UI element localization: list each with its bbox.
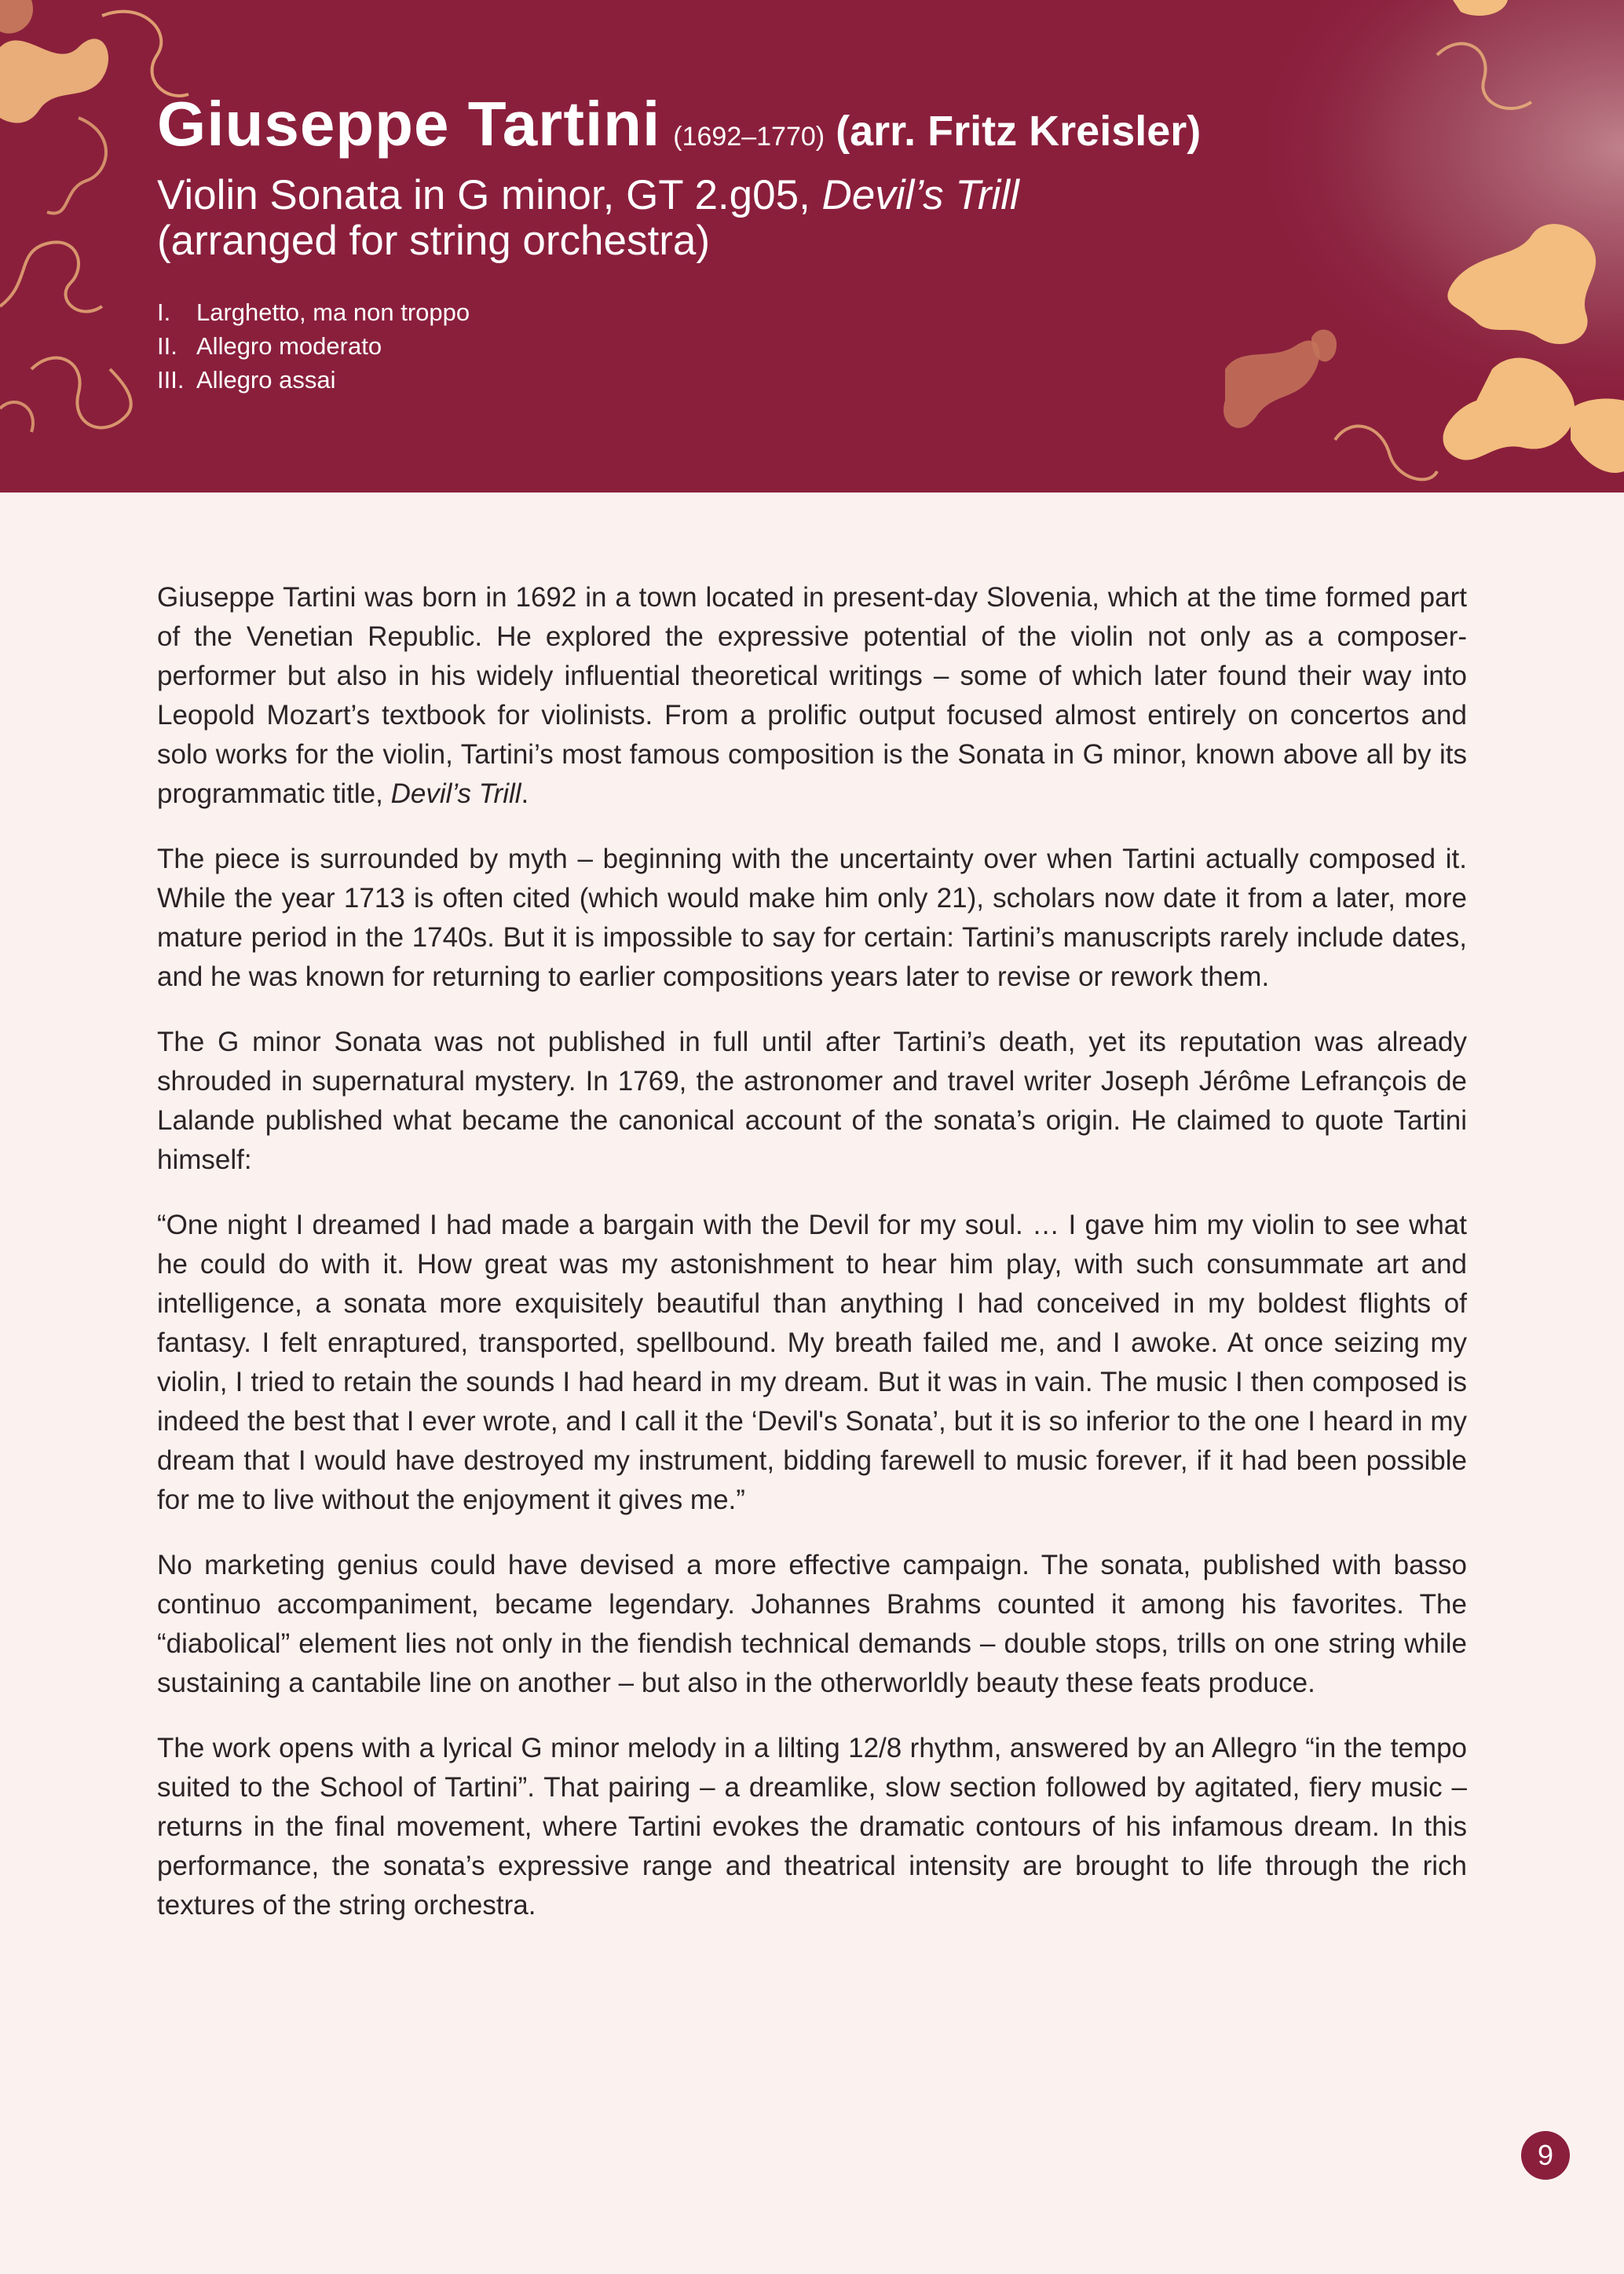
paragraph-4-quote: “One night I dreamed I had made a bargain with the Devil for my soul. … I gave him my violin to see what he could do with it. How great was my astonishment to hear him play, with such consummate art and intelligence, a sonata more exquisitely beautiful than anything I had conceived in my boldest flights of fantasy. I felt enraptured, transported, spellbound. My breath failed me, and I awoke. At once seizing my violin, I tried to retain the sounds I had heard in my dream. But it was in vain. The music I then composed is indeed the best that I ever wrote, and I call it the ‘Devil's Sonata’, but it is so inferior to the one I heard in my dream that I would have destroyed my instrument, bidding farewell to music forever, if it had been possible for me to live without the enjoyment it gives me.”: [157, 1210, 1467, 1515]
blob-top-left-copper: [0, 0, 33, 34]
title-line: [157, 89, 1414, 159]
paragraph-1-text: Giuseppe Tartini was born in 1692 in a town located in present-day Slovenia, which at the time formed part of the Venetian Republic. He explored the expressive potential of the violin not only as a composer-performer but also in his widely influential theoretical writings – some of which later found their way into Leopold Mozart’s textbook for violinists. From a prolific output focused almost entirely on concertos and solo works for the violin, Tartini’s most famous composition is the Sonata in G minor, known above all by its programmatic title,: [157, 582, 1467, 809]
movement-list: [157, 295, 1414, 397]
paragraph-1-end: .: [521, 778, 529, 809]
movement-title: Allegro assai: [196, 366, 336, 394]
movement-title: Allegro moderato: [196, 332, 382, 360]
movement-item: [157, 295, 1414, 329]
paragraph-1: [157, 578, 1467, 814]
page-number-badge: 9: [1521, 2131, 1570, 2180]
line-left-low: [31, 358, 131, 428]
movement-number: III.: [157, 366, 185, 394]
paragraph-2: The piece is surrounded by myth – beginning with the uncertainty over when Tartini actually composed it. While the year 1713 is often cited (which would make him only 21), scholars now date it from a later, more mature period in the 1740s. But it is impossible to say for certain: Tartini’s manuscripts rarely include dates, and he was known for returning to earlier compositions years later to revise or rework them.: [157, 844, 1467, 992]
header-content: [157, 89, 1414, 397]
paragraph-6: The work opens with a lyrical G minor melody in a lilting 12/8 rhythm, answered by an Allegro “in the tempo suited to the School of Tartini”. That pairing – a dreamlike, slow section followed by agitated, fiery music – returns in the final movement, where Tartini evokes the dramatic contours of his infamous dream. In this performance, the sonata’s expressive range and theatrical intensity are brought to life through the rich textures of the string orchestra.: [157, 1733, 1467, 1921]
paragraph-3: The G minor Sonata was not published in full until after Tartini’s death, yet its reputation was already shrouded in supernatural mystery. In 1769, the astronomer and travel writer Joseph Jérôme Lefrançois de Lalande published what became the canonical account of the sonata’s origin. He claimed to quote Tartini himself:: [157, 1027, 1467, 1175]
header-banner: [0, 0, 1624, 493]
movement-item: [157, 329, 1414, 363]
paragraph-5: No marketing genius could have devised a more effective campaign. The sonata, published with basso continuo accompaniment, became legendary. Johannes Brahms counted it among his favorites. The “diabolical” element lies not only in the fiendish technical demands – double stops, trills on one string while sustaining a cantabile line on another – but also in the otherworldly beauty these feats produce.: [157, 1550, 1467, 1698]
movement-number: I.: [157, 298, 171, 326]
article-body: [157, 578, 1467, 1951]
line-left-mid: [0, 242, 102, 311]
movement-item: [157, 363, 1414, 397]
arranger: (arr. Fritz Kreisler): [836, 108, 1202, 155]
work-subtitle: (arranged for string orchestra): [157, 218, 711, 264]
composer-name: Giuseppe Tartini: [157, 89, 661, 159]
line-top-left: [102, 12, 188, 96]
work-title: [157, 173, 1414, 264]
blob-top-left: [0, 38, 108, 123]
movement-title: Larghetto, ma non troppo: [196, 298, 470, 326]
work-title-text: Violin Sonata in G minor, GT 2.g05,: [157, 172, 822, 218]
line-top-left-2: [47, 118, 106, 214]
composer-dates: (1692–1770): [673, 122, 825, 152]
line-left-low-2: [0, 402, 33, 432]
work-title-italic: Devil’s Trill: [821, 172, 1019, 218]
paragraph-1-italic: Devil’s Trill: [390, 778, 521, 809]
movement-number: II.: [157, 332, 177, 360]
